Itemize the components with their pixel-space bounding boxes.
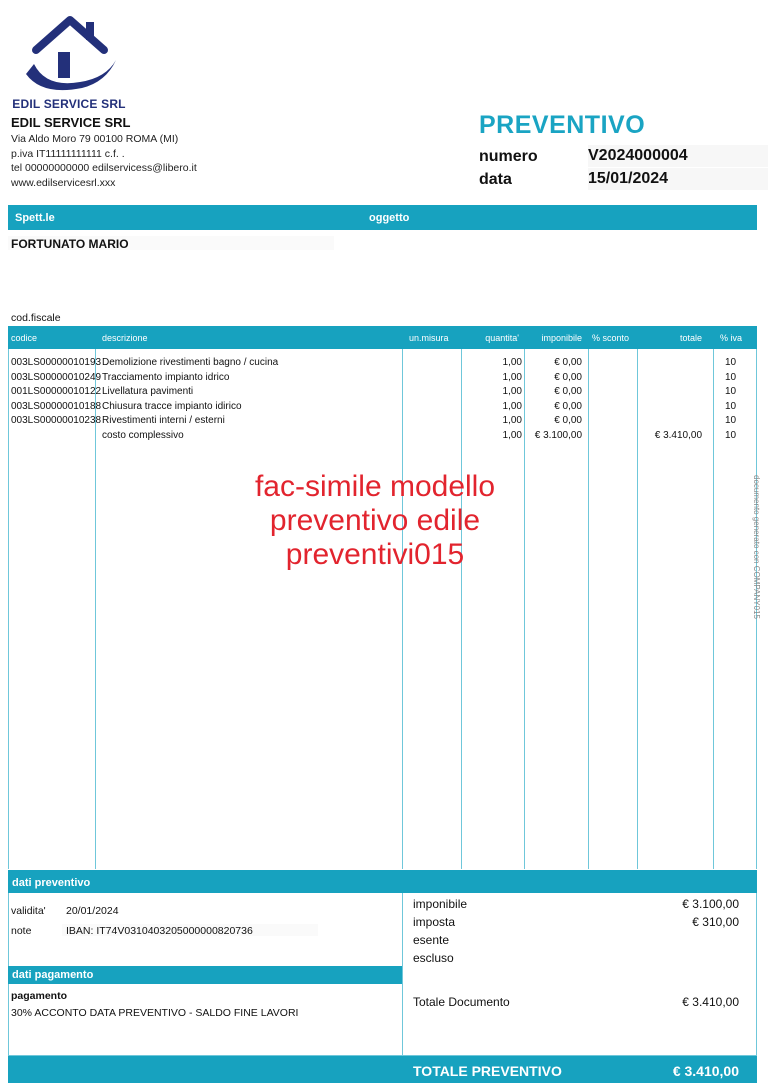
company-vat: p.iva IT11111111111 c.f. .	[11, 148, 125, 160]
house-logo-icon	[22, 12, 118, 96]
spett-label: Spett.le	[15, 212, 55, 224]
client-header-band	[8, 205, 757, 230]
th-sconto: % sconto	[592, 333, 630, 343]
col-divider	[588, 349, 589, 869]
footer-divider	[402, 893, 403, 1083]
imposta-label: imposta	[413, 915, 456, 929]
cell-quantita: 1,00	[502, 430, 522, 441]
th-iva: % iva	[720, 333, 743, 343]
cell-iva: 10	[725, 430, 737, 441]
th-totale: totale	[679, 333, 702, 343]
cell-descrizione: Rivestimenti interni / esterni	[102, 415, 225, 427]
th-quantita: quantita'	[485, 333, 519, 343]
grand-total-label: TOTALE PREVENTIVO	[413, 1063, 562, 1079]
cell-descrizione: Tracciamento impianto idrico	[102, 371, 230, 383]
cell-imponibile: € 0,00	[554, 357, 582, 368]
client-name: FORTUNATO MARIO	[11, 237, 129, 251]
watermark-line: preventivi015	[285, 538, 465, 571]
logo-text: EDIL SERVICE SRL	[12, 97, 126, 111]
cell-quantita: 1,00	[502, 415, 522, 427]
cell-iva: 10	[725, 400, 737, 412]
pagamento-value: 30% ACCONTO DATA PREVENTIVO - SALDO FINE LAVORI	[11, 1007, 299, 1019]
number-value: V2024000004	[588, 145, 768, 167]
grand-total-band	[8, 1056, 757, 1083]
cell-quantita: 1,00	[502, 386, 522, 398]
dati-preventivo-header: dati preventivo	[12, 877, 91, 889]
document-title: PREVENTIVO	[479, 111, 646, 139]
cod-fiscale-label: cod.fiscale	[11, 312, 61, 324]
date-value: 15/01/2024	[588, 168, 768, 190]
th-codice: codice	[11, 333, 38, 343]
cell-descrizione: Demolizione rivestimenti bagno / cucina	[102, 357, 279, 368]
cell-iva: 10	[725, 357, 737, 368]
cell-codice: 003LS00000010249	[11, 371, 102, 383]
imponibile-value: € 3.100,00	[682, 897, 739, 911]
number-label: numero	[479, 148, 538, 165]
cell-iva: 10	[725, 386, 737, 398]
generator-note: documento generato con COMPANY015	[752, 475, 761, 619]
cell-quantita: 1,00	[502, 357, 522, 368]
cell-descrizione: Chiusura tracce impianto idirico	[102, 400, 242, 412]
col-divider	[713, 349, 714, 869]
cell-imponibile: € 0,00	[554, 415, 582, 427]
cell-imponibile: € 0,00	[554, 400, 582, 412]
company-address: Via Aldo Moro 79 00100 ROMA (MI)	[11, 133, 179, 145]
cell-codice: 003LS00000010238	[11, 415, 102, 427]
col-divider	[524, 349, 525, 869]
cell-descrizione: Livellatura pavimenti	[102, 386, 194, 398]
note-value: IBAN: IT74V0310403205000000820736	[66, 925, 253, 937]
esente-label: esente	[413, 933, 450, 947]
watermark-line: preventivo edile	[269, 504, 481, 537]
company-website[interactable]: www.edilservicesrl.xxx	[11, 177, 116, 189]
cell-codice: 003LS00000010193	[11, 357, 102, 368]
imposta-value: € 310,00	[692, 915, 739, 929]
grand-total-value: € 3.410,00	[672, 1063, 739, 1079]
th-unmisura: un.misura	[409, 333, 449, 343]
oggetto-label: oggetto	[369, 212, 410, 224]
pagamento-label: pagamento	[11, 990, 68, 1002]
cell-codice: 001LS00000010122	[11, 386, 102, 398]
validita-value: 20/01/2024	[66, 905, 119, 917]
col-divider	[637, 349, 638, 869]
dati-preventivo-band	[8, 870, 757, 893]
cell-iva: 10	[725, 415, 737, 427]
dati-pagamento-band	[8, 966, 402, 984]
col-divider	[402, 349, 403, 869]
totale-documento-value: € 3.410,00	[682, 995, 739, 1009]
validita-label: validita'	[11, 905, 46, 917]
date-label: data	[479, 171, 512, 188]
cell-imponibile: € 3.100,00	[534, 430, 582, 441]
cell-totale: € 3.410,00	[654, 430, 702, 441]
watermark	[200, 470, 550, 572]
imponibile-label: imponibile	[413, 897, 468, 911]
company-name: EDIL SERVICE SRL	[11, 115, 131, 130]
th-descrizione: descrizione	[102, 333, 148, 343]
company-contacts: tel 00000000000 edilservicess@libero.it	[11, 162, 197, 174]
dati-pagamento-header: dati pagamento	[12, 969, 94, 981]
escluso-label: escluso	[413, 951, 454, 965]
cell-imponibile: € 0,00	[554, 386, 582, 398]
totale-documento-label: Totale Documento	[413, 995, 510, 1009]
cell-descrizione: costo complessivo	[102, 430, 184, 441]
cell-quantita: 1,00	[502, 400, 522, 412]
cell-iva: 10	[725, 371, 737, 383]
th-imponibile: imponibile	[541, 333, 582, 343]
company-logo	[8, 6, 130, 114]
cell-imponibile: € 0,00	[554, 371, 582, 383]
note-label: note	[11, 925, 32, 937]
cell-codice: 003LS00000010188	[11, 400, 102, 412]
watermark-line: fac-simile modello	[254, 470, 496, 503]
cell-quantita: 1,00	[502, 371, 522, 383]
